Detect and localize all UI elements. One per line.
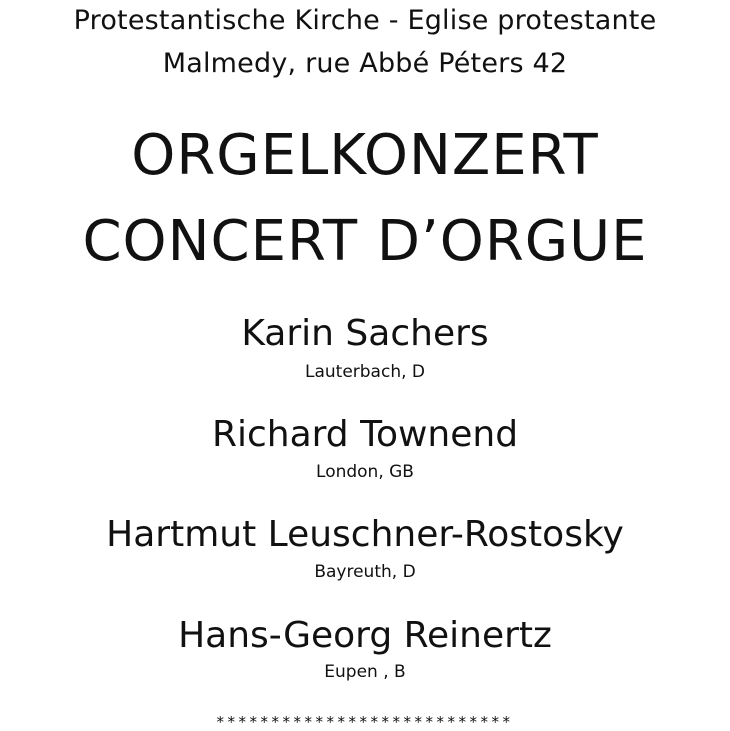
venue-line-1: Protestantische Kirche - Eglise protestante <box>73 5 657 36</box>
performer-name: Hartmut Leuschner-Rostosky <box>106 514 624 555</box>
performer-name: Karin Sachers <box>241 313 489 354</box>
performer-city: Lauterbach, D <box>304 362 425 382</box>
separator-stars: *************************** <box>216 713 514 731</box>
performer-city: London, GB <box>316 462 414 482</box>
performer-name: Hans-Georg Reinertz <box>178 615 552 656</box>
venue-address: Malmedy, rue Abbé Péters 42 <box>162 48 568 79</box>
performer-city: Eupen , B <box>324 662 406 682</box>
performer-city: Bayreuth, D <box>314 562 416 582</box>
title-french: CONCERT D’ORGUE <box>82 209 648 274</box>
performer-name: Richard Townend <box>211 414 519 455</box>
title-german: ORGELKONZERT <box>131 123 599 188</box>
